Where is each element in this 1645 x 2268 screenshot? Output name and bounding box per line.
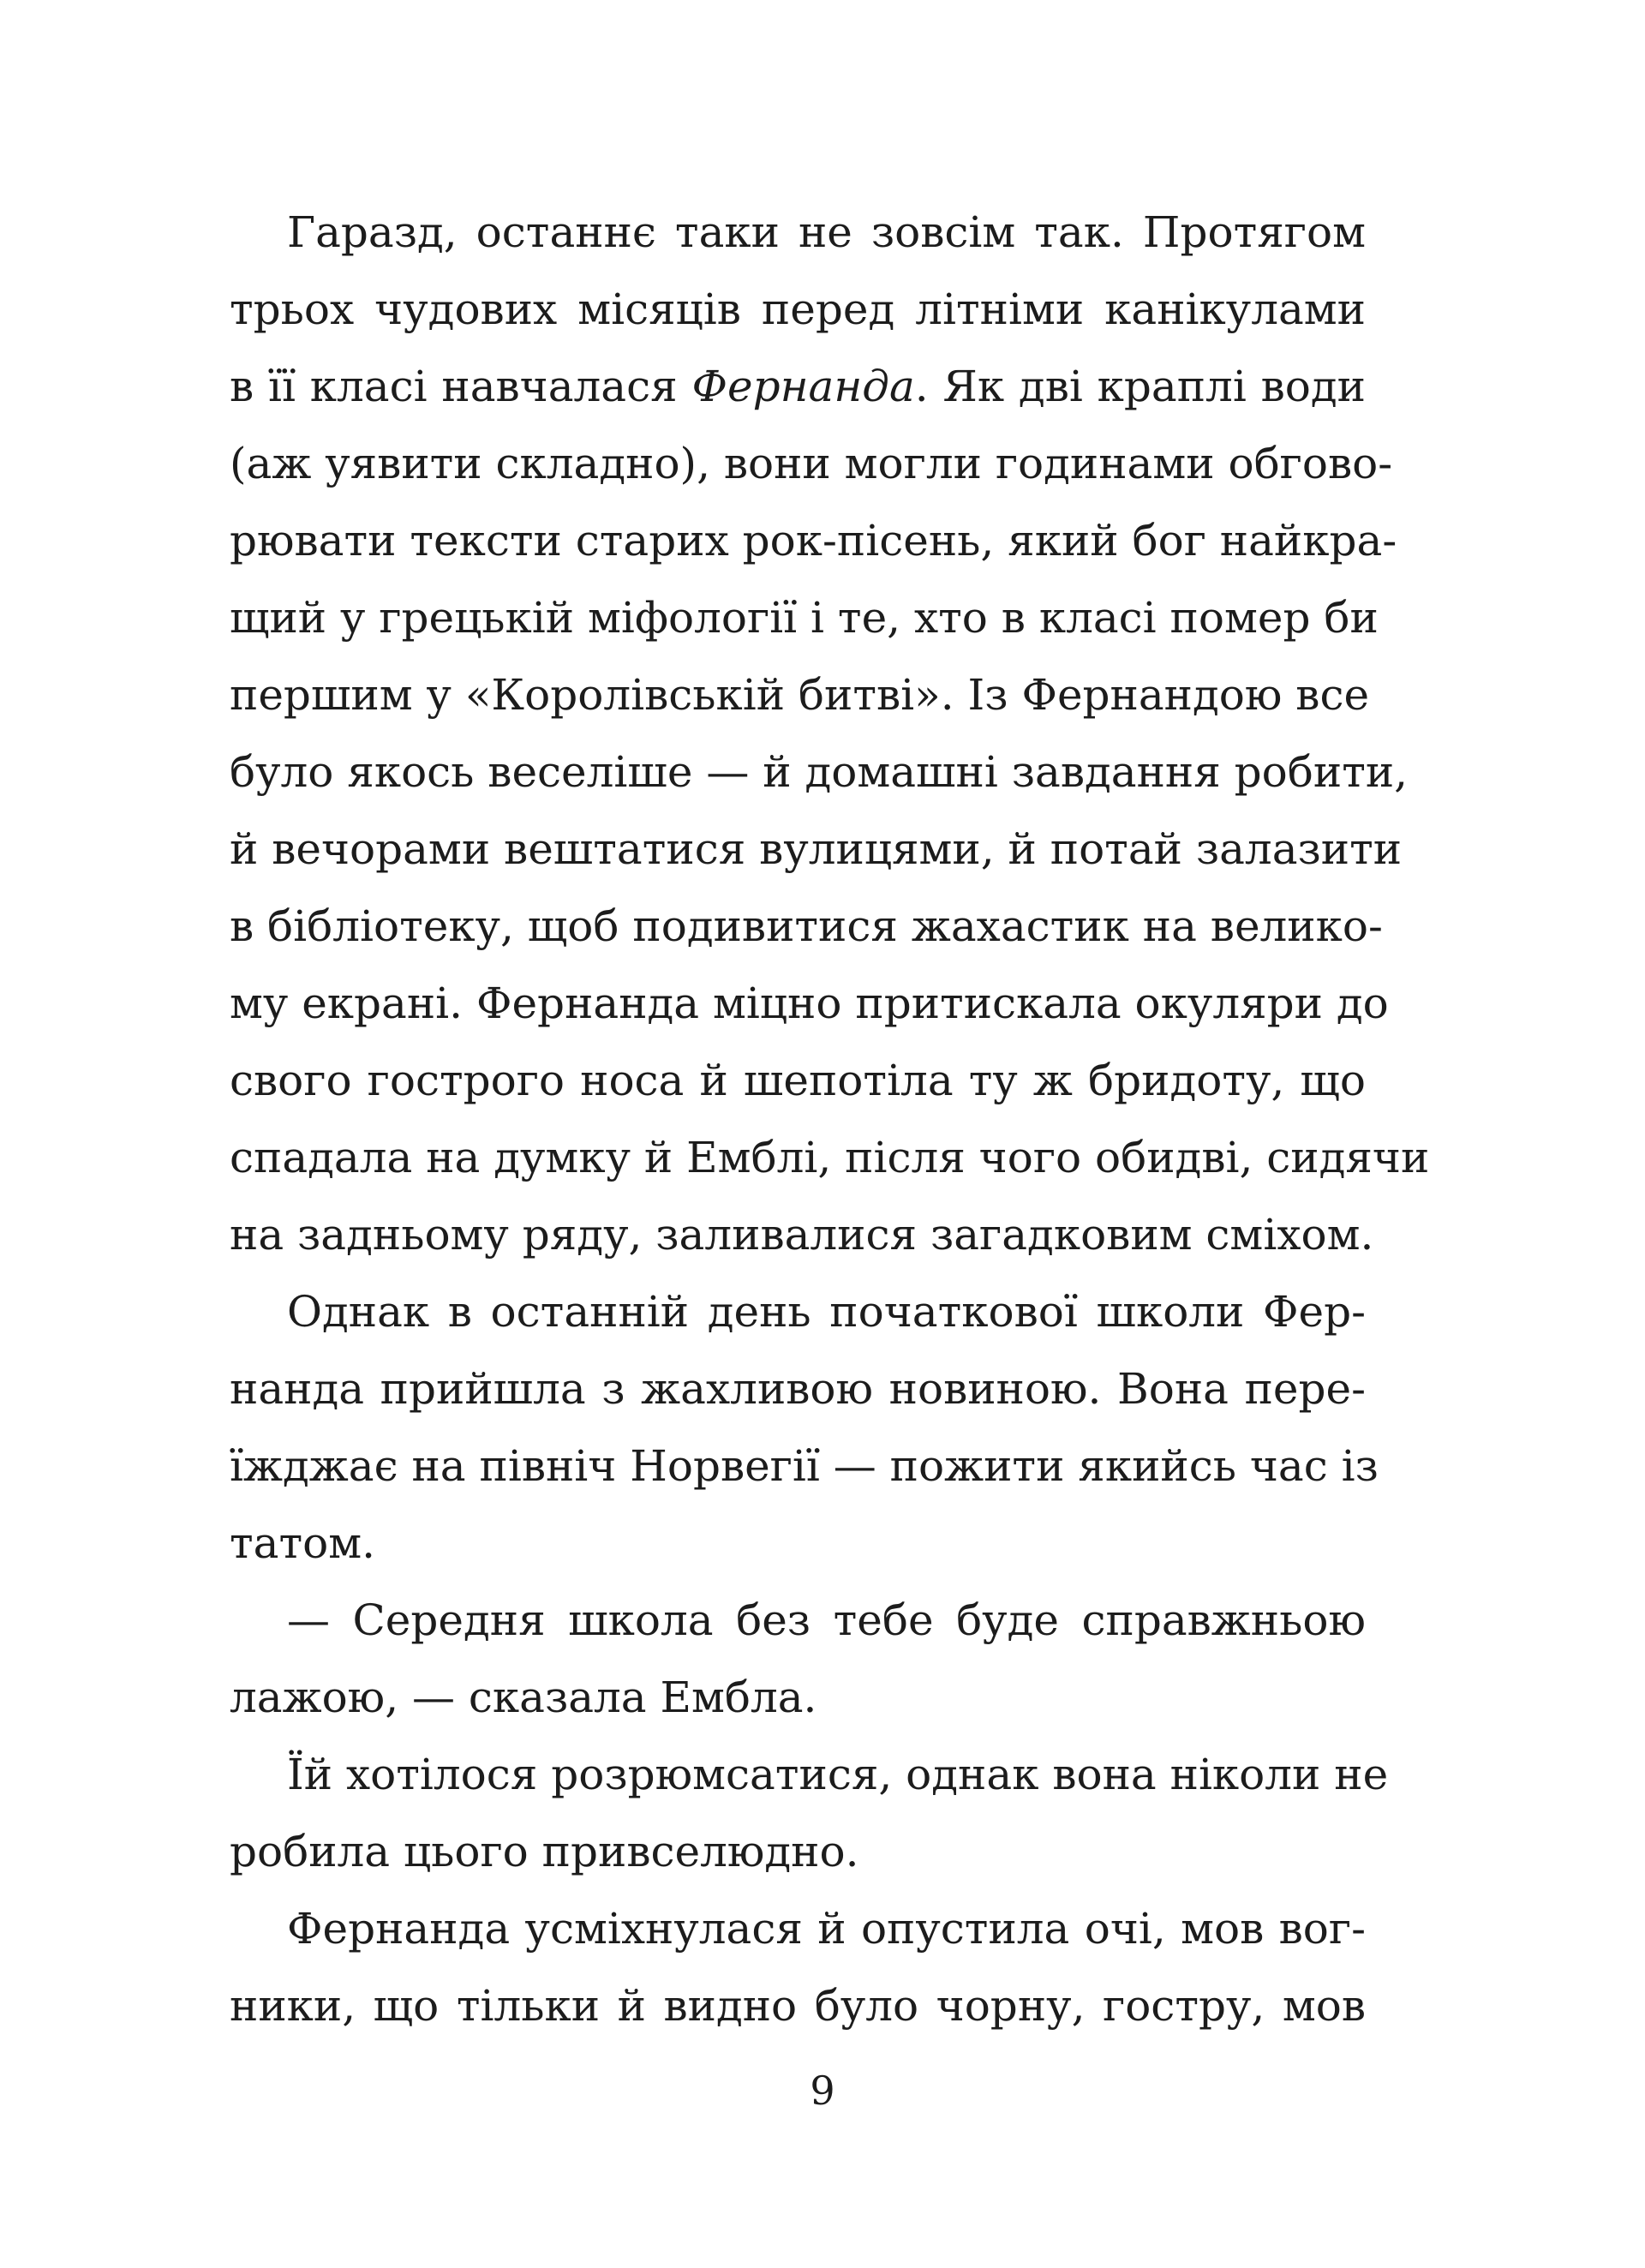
text-line: ники, що тільки й видно було чорну, гостру, мов: [230, 1981, 1366, 2031]
italic-name: Фернанда: [691, 362, 915, 411]
text-line: нанда прийшла з жахливою новиною. Вона пере-: [230, 1364, 1366, 1414]
text-line: в її класі навчалася Фернанда. Як дві краплі води: [230, 362, 1366, 411]
page-number: 9: [810, 2068, 835, 2114]
text-line: першим у «Королівській битві». Із Фернандою все: [230, 670, 1370, 720]
text-line: (аж уявити складно), вони могли годинами обгово-: [230, 439, 1393, 488]
text-line: спадала на думку й Емблі, після чого обидві, сидячи: [230, 1133, 1430, 1182]
text-line: трьох чудових місяців перед літніми канікулами: [230, 284, 1366, 334]
text-line: Гаразд, останнє таки не зовсім так. Протягом: [287, 207, 1366, 257]
text-line: татом.: [230, 1518, 376, 1568]
text-line: Однак в останній день початкової школи Фер-: [287, 1287, 1366, 1337]
text-line: — Середня школа без тебе буде справжньою: [287, 1595, 1366, 1645]
text-line: Їй хотілося розрюмсатися, однак вона ніколи не: [287, 1750, 1389, 1799]
text-line: лажою, — сказала Ембла.: [230, 1673, 817, 1722]
text-line: в бібліотеку, щоб подивитися жахастик на велико-: [230, 901, 1383, 951]
text-line: на задньому ряду, заливалися загадковим сміхом.: [230, 1210, 1374, 1260]
text-line: Фернанда усміхнулася й опустила очі, мов вог-: [287, 1904, 1366, 1954]
text-line: щий у грецькій міфології і те, хто в класі помер би: [230, 593, 1379, 643]
text-line: свого гострого носа й шепотіла ту ж бридоту, що: [230, 1056, 1366, 1105]
text-line: й вечорами вештатися вулицями, й потай залазити: [230, 824, 1403, 874]
text-line: було якось веселіше — й домашні завдання робити,: [230, 747, 1409, 797]
text-line: рювати тексти старих рок-пісень, який бог найкра-: [230, 516, 1397, 566]
text-line: му екрані. Фернанда міцно притискала окуляри до: [230, 978, 1389, 1028]
text-line: робила цього привселюдно.: [230, 1827, 859, 1876]
body-text: [230, 194, 1430, 2044]
text-line: їжджає на північ Норвегії — пожити якийсь час із: [230, 1441, 1379, 1491]
